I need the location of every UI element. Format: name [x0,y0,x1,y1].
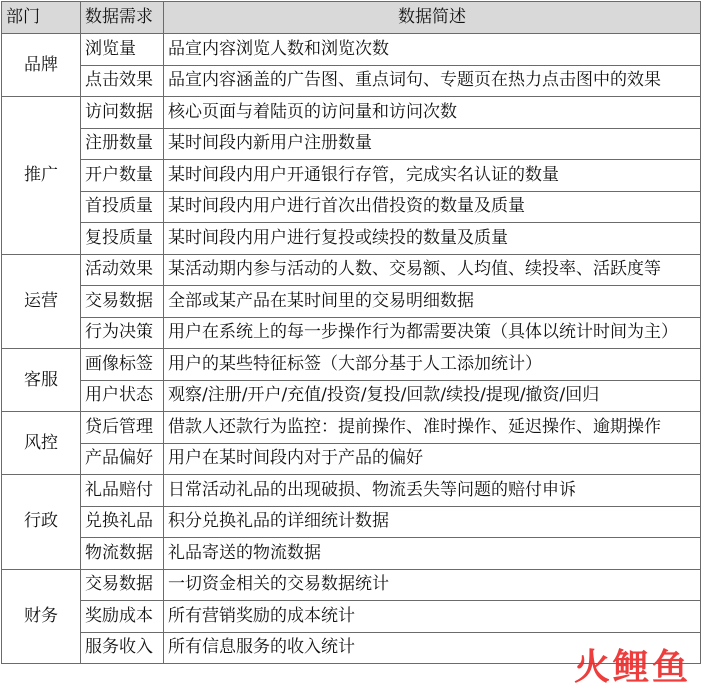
data-need-cell: 复投质量 [81,223,164,255]
data-need-cell: 访问数据 [81,97,164,129]
department-cell: 风控 [2,412,81,475]
table-row [2,97,701,129]
data-description-cell: 所有信息服务的收入统计 [164,632,701,664]
data-need-cell: 首投质量 [81,191,164,223]
data-need-cell: 点击效果 [81,65,164,97]
table-row [2,412,701,444]
data-description-cell: 积分兑换礼品的详细统计数据 [164,506,701,538]
table-row [2,538,701,570]
data-description-cell: 某活动期内参与活动的人数、交易额、人均值、续投率、活跃度等 [164,254,701,286]
data-need-cell: 用户状态 [81,380,164,412]
data-description-cell: 用户在系统上的每一步操作行为都需要决策（具体以统计时间为主） [164,317,701,349]
department-cell: 运营 [2,254,81,349]
department-cell: 推广 [2,97,81,255]
watermark-logo [574,639,689,690]
data-need-cell: 产品偏好 [81,443,164,475]
table-row [2,128,701,160]
data-description-cell: 某时间段内用户进行复投或续投的数量及质量 [164,223,701,255]
data-need-cell: 贷后管理 [81,412,164,444]
data-need-cell: 行为决策 [81,317,164,349]
table-body [2,34,701,664]
table-row [2,34,701,66]
table-row [2,601,701,633]
table-row [2,443,701,475]
data-description-cell: 观察/注册/开户/充值/投资/复投/回款/续投/提现/撤资/回归 [164,380,701,412]
watermark-char: 火 [573,647,611,688]
data-requirements-table [1,1,701,664]
data-description-cell: 借款人还款行为监控：提前操作、准时操作、延迟操作、逾期操作 [164,412,701,444]
table-row [2,65,701,97]
data-description-cell: 某时间段内用户开通银行存管，完成实名认证的数量 [164,160,701,192]
data-need-cell: 兑换礼品 [81,506,164,538]
table-row [2,569,701,601]
data-description-cell: 用户在某时间段内对于产品的偏好 [164,443,701,475]
watermark-char: 鲤 [612,647,650,688]
table-header [2,2,701,34]
table-row [2,506,701,538]
data-need-cell: 开户数量 [81,160,164,192]
header-department: 部门 [2,2,81,34]
data-description-cell: 某时间段内用户进行首次出借投资的数量及质量 [164,191,701,223]
table-row [2,191,701,223]
data-description-cell: 日常活动礼品的出现破损、物流丢失等问题的赔付申诉 [164,475,701,507]
data-need-cell: 服务收入 [81,632,164,664]
watermark-char: 鱼 [651,647,689,688]
data-need-cell: 礼品赔付 [81,475,164,507]
department-cell: 财务 [2,569,81,664]
data-description-cell: 全部或某产品在某时间里的交易明细数据 [164,286,701,318]
data-description-cell: 某时间段内新用户注册数量 [164,128,701,160]
table-row [2,349,701,381]
header-data-need: 数据需求 [81,2,164,34]
data-need-cell: 浏览量 [81,34,164,66]
data-need-cell: 交易数据 [81,569,164,601]
department-cell: 行政 [2,475,81,570]
data-description-cell: 一切资金相关的交易数据统计 [164,569,701,601]
table-row [2,254,701,286]
data-need-cell: 交易数据 [81,286,164,318]
data-need-cell: 物流数据 [81,538,164,570]
table-row [2,380,701,412]
department-cell: 客服 [2,349,81,412]
table-row [2,286,701,318]
header-row [2,2,701,34]
data-need-cell: 画像标签 [81,349,164,381]
data-need-cell: 奖励成本 [81,601,164,633]
data-need-cell: 活动效果 [81,254,164,286]
table-row [2,223,701,255]
data-description-cell: 礼品寄送的物流数据 [164,538,701,570]
header-data-description: 数据简述 [164,2,701,34]
data-description-cell: 核心页面与着陆页的访问量和访问次数 [164,97,701,129]
data-description-cell: 品宣内容涵盖的广告图、重点词句、专题页在热力点击图中的效果 [164,65,701,97]
table-row [2,475,701,507]
department-cell: 品牌 [2,34,81,97]
data-description-cell: 品宣内容浏览人数和浏览次数 [164,34,701,66]
data-description-cell: 所有营销奖励的成本统计 [164,601,701,633]
data-need-cell: 注册数量 [81,128,164,160]
table-row [2,317,701,349]
data-description-cell: 用户的某些特征标签（大部分基于人工添加统计） [164,349,701,381]
table-row [2,160,701,192]
